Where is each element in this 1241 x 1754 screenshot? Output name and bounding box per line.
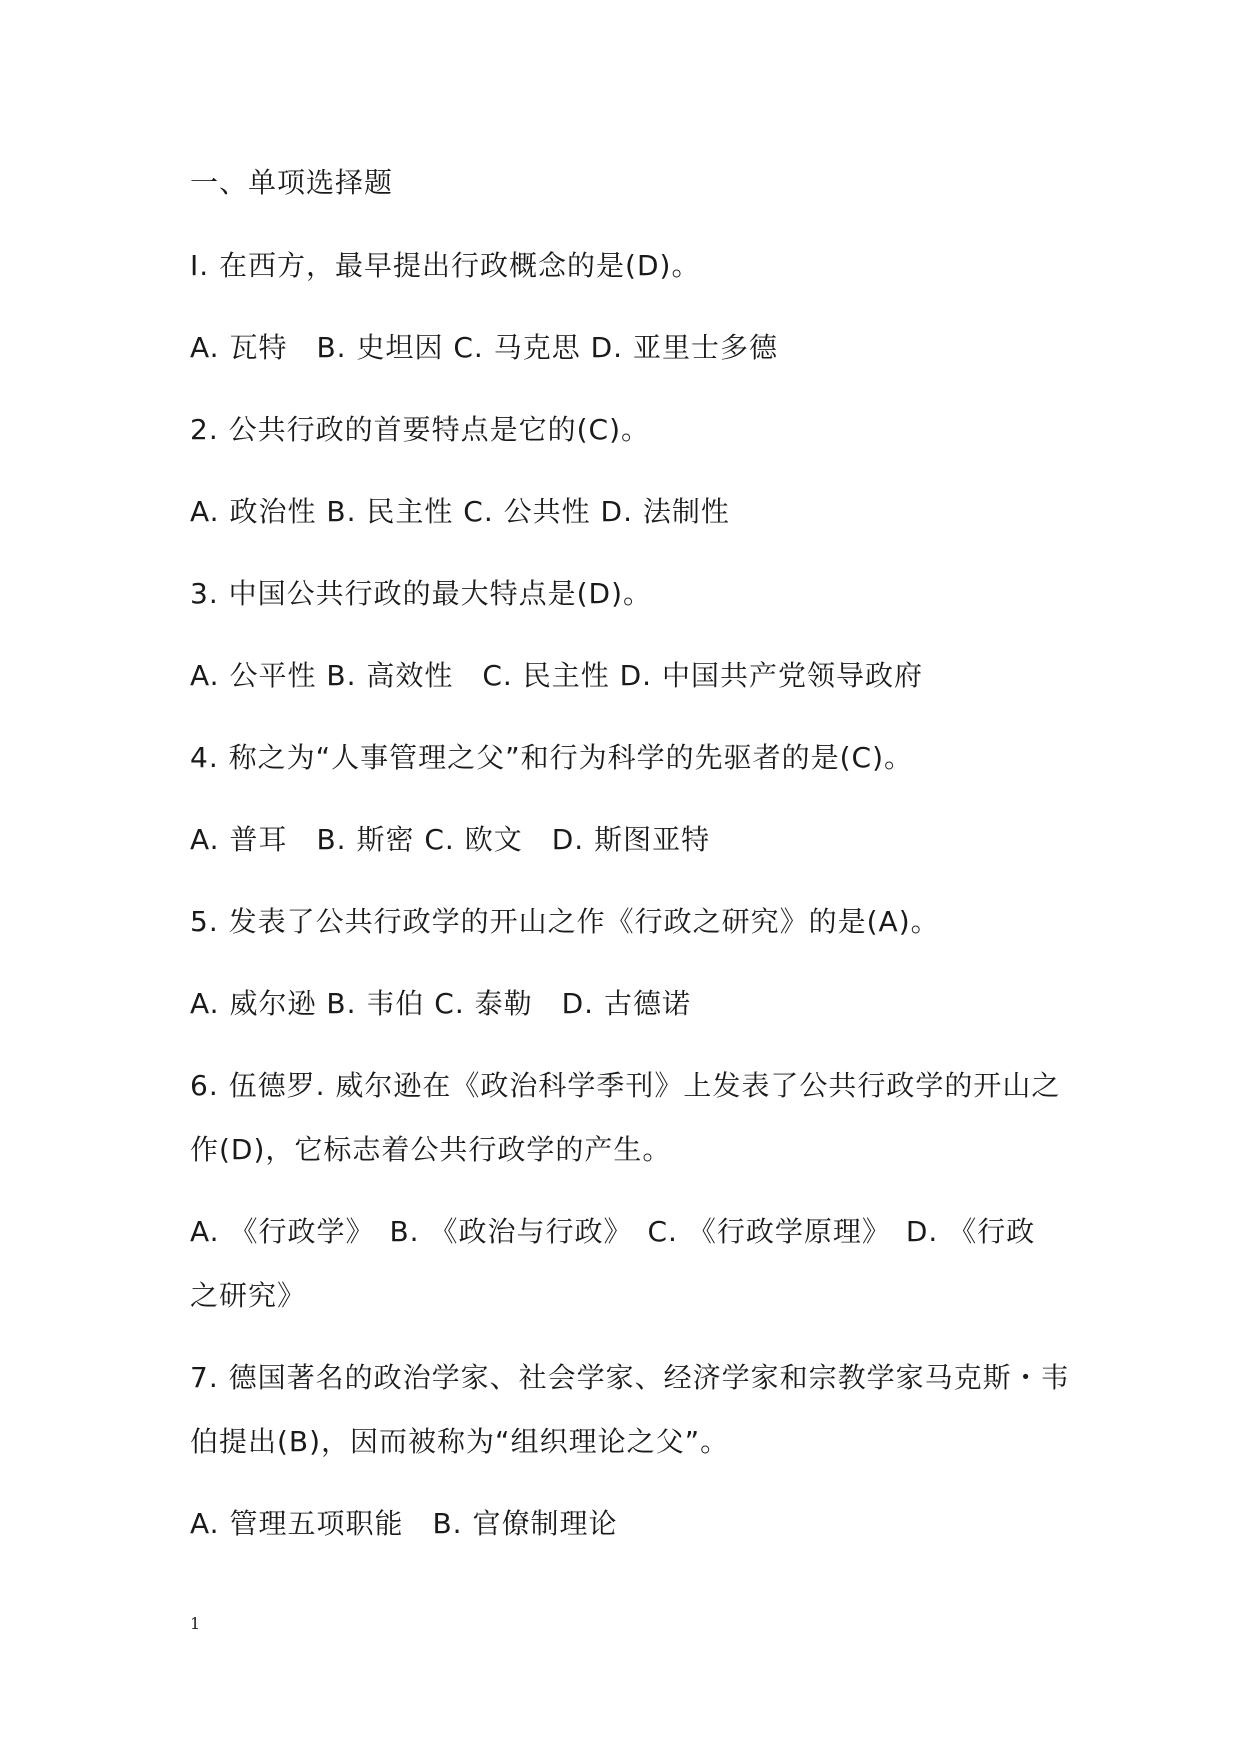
question-6-line-2: 作(D)，它标志着公共行政学的产生。 — [190, 1133, 672, 1166]
question-1: I. 在西方，最早提出行政概念的是(D)。 — [190, 249, 701, 282]
section-title: 一、单项选择题 — [190, 166, 394, 199]
question-6-line-1: 6. 伍德罗. 威尔逊在《政治科学季刊》上发表了公共行政学的开山之 — [190, 1069, 1061, 1102]
question-6-options-line-1: A. 《行政学》 B. 《政治与行政》 C. 《行政学原理》 D. 《行政 — [190, 1215, 1036, 1248]
question-2-options: A. 政治性 B. 民主性 C. 公共性 D. 法制性 — [190, 495, 730, 528]
question-3: 3. 中国公共行政的最大特点是(D)。 — [190, 577, 653, 610]
page-number: 1 — [190, 1614, 201, 1633]
question-7-options: A. 管理五项职能 B. 官僚制理论 — [190, 1507, 618, 1540]
question-7-line-1: 7. 德国著名的政治学家、社会学家、经济学家和宗教学家马克斯・韦 — [190, 1361, 1070, 1394]
question-4: 4. 称之为“人事管理之父”和行为科学的先驱者的是(C)。 — [190, 741, 914, 774]
question-5: 5. 发表了公共行政学的开山之作《行政之研究》的是(A)。 — [190, 905, 940, 938]
question-7-line-2: 伯提出(B)，因而被称为“组织理论之父”。 — [190, 1425, 730, 1458]
question-2: 2. 公共行政的首要特点是它的(C)。 — [190, 413, 651, 446]
question-5-options: A. 威尔逊 B. 韦伯 C. 泰勒 D. 古德诺 — [190, 987, 691, 1020]
question-6-options-line-2: 之研究》 — [190, 1279, 307, 1312]
question-1-options: A. 瓦特 B. 史坦因 C. 马克思 D. 亚里士多德 — [190, 331, 778, 364]
question-3-options: A. 公平性 B. 高效性 C. 民主性 D. 中国共产党领导政府 — [190, 659, 923, 692]
question-4-options: A. 普耳 B. 斯密 C. 欧文 D. 斯图亚特 — [190, 823, 711, 856]
